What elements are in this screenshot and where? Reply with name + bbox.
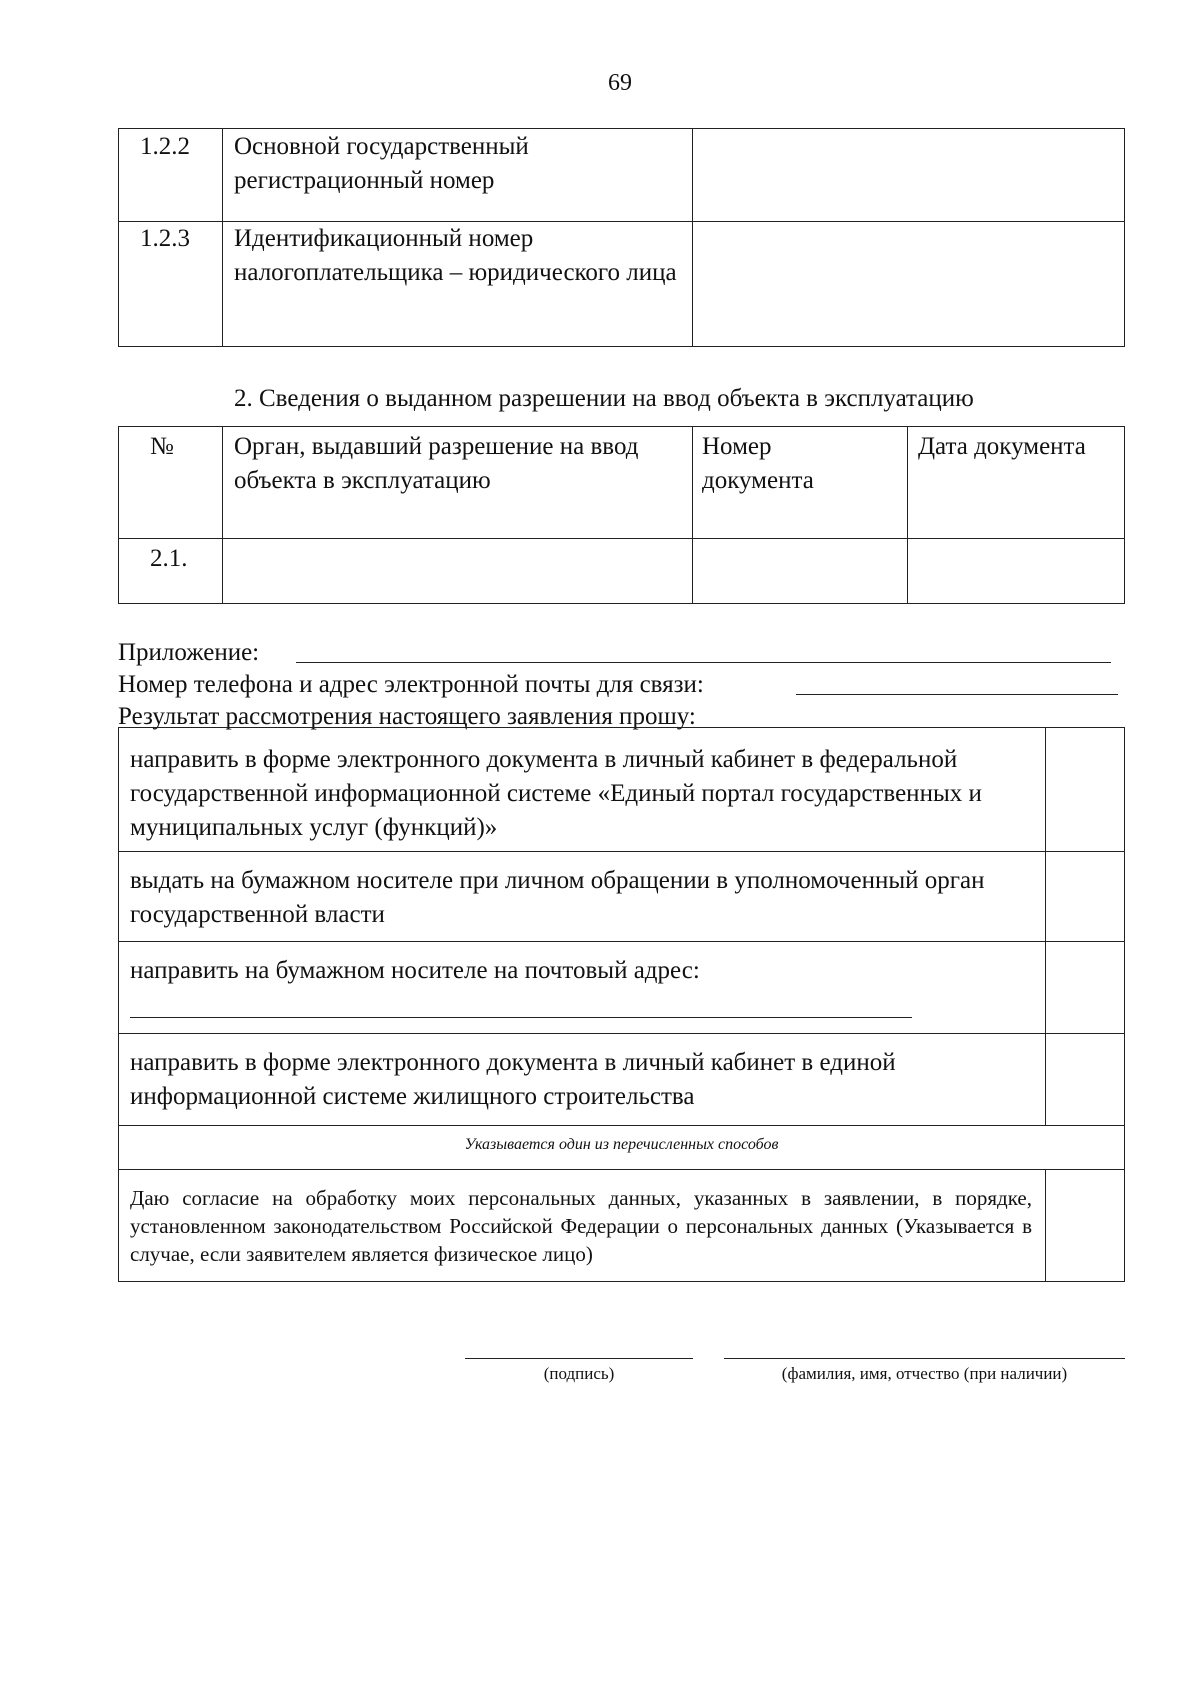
header-doc-number: Номер документа xyxy=(702,433,814,494)
full-name-caption: (фамилия, имя, отчество (при наличии) xyxy=(781,1364,1068,1383)
signature-caption: (подпись) xyxy=(543,1364,615,1383)
checkbox-post[interactable] xyxy=(1047,942,1124,1032)
contact-label: Номер телефона и адрес электронной почты для связи: xyxy=(118,671,704,698)
table-row-divider xyxy=(118,941,1125,942)
postal-address-field[interactable] xyxy=(130,1017,912,1018)
header-number: № xyxy=(150,433,174,460)
checkbox-eisgs[interactable] xyxy=(1047,1034,1124,1124)
table-row-divider xyxy=(118,851,1125,852)
table-divider xyxy=(692,128,693,347)
row-number: 2.1. xyxy=(150,545,188,572)
contact-field[interactable] xyxy=(796,694,1118,695)
table-row-divider xyxy=(118,1169,1125,1170)
page-number: 69 xyxy=(608,70,632,96)
checkbox-column-divider xyxy=(1045,1170,1046,1282)
consent-text: Даю согласие на обработку моих персональных данных, указанных в заявлении, в порядке, установленном законодательством Российской Федерации о персональных данных (Указывается в случае, если заявителем является физическое лицо) xyxy=(130,1186,1032,1266)
row-label: Идентификационный номер налогоплательщика – юридического лица xyxy=(234,225,677,286)
checkbox-epgu[interactable] xyxy=(1047,728,1124,850)
appendix-label: Приложение: xyxy=(118,639,260,666)
header-authority: Орган, выдавший разрешение на ввод объекта в эксплуатацию xyxy=(234,433,639,494)
table-divider xyxy=(222,128,223,347)
table-divider xyxy=(692,426,693,604)
table-row-divider xyxy=(118,1033,1125,1034)
checkbox-column-divider xyxy=(1045,727,1046,1125)
signature-field[interactable] xyxy=(465,1358,693,1359)
full-name-field[interactable] xyxy=(724,1358,1125,1359)
options-note: Указывается один из перечисленных способов xyxy=(464,1136,779,1153)
row-number: 1.2.3 xyxy=(140,225,190,252)
option-epgu: направить в форме электронного документа в личный кабинет в федеральной государственной информационной системе «Единый портал государственных и муниципальных услуг (функций)» xyxy=(130,746,982,841)
checkbox-in-person[interactable] xyxy=(1047,852,1124,940)
table-row-divider xyxy=(118,1125,1125,1126)
option-in-person: выдать на бумажном носителе при личном обращении в уполномоченный орган государственной власти xyxy=(130,867,985,928)
table-divider xyxy=(907,426,908,604)
appendix-field[interactable] xyxy=(296,662,1111,663)
table-divider xyxy=(222,426,223,604)
table-row-divider xyxy=(118,538,1125,539)
checkbox-consent[interactable] xyxy=(1047,1171,1124,1281)
row-number: 1.2.2 xyxy=(140,133,190,160)
option-eisgs: направить в форме электронного документа в личный кабинет в единой информационной системе жилищного строительства xyxy=(130,1049,896,1110)
header-doc-date: Дата документа xyxy=(918,433,1086,460)
section-2-title: 2. Сведения о выданном разрешении на ввод объекта в эксплуатацию xyxy=(234,385,974,412)
row-label: Основной государственный регистрационный номер xyxy=(234,133,529,194)
result-label: Результат рассмотрения настоящего заявления прошу: xyxy=(118,703,696,730)
option-post: направить на бумажном носителе на почтовый адрес: xyxy=(130,957,700,984)
